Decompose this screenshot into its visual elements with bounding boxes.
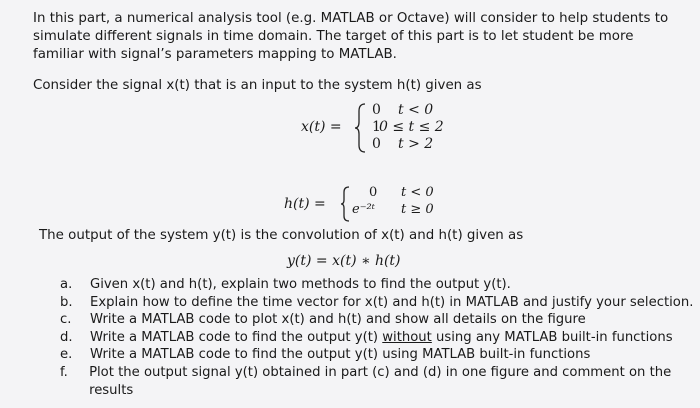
item-label: e.: [60, 347, 73, 363]
item-text: Write a MATLAB code to plot x(t) and h(t) and show all details on the figure: [90, 312, 586, 328]
h-case-cond: t < 0: [401, 185, 434, 200]
h-case-value: e⁻²ᵗ: [352, 202, 375, 217]
output-sentence: The output of the system y(t) is the convolution of x(t) and h(t) given as: [39, 228, 524, 243]
x-brace-icon: [354, 103, 366, 153]
consider-sentence: Consider the signal x(t) that is an input to the system h(t) given as: [33, 78, 482, 93]
h-brace-icon: [340, 186, 350, 222]
item-label: b.: [60, 294, 73, 310]
item-text: Write a MATLAB code to find the output y(t) without using any MATLAB built-in functions: [90, 329, 673, 345]
list-item: [60, 364, 700, 399]
x-case-value: 0: [372, 102, 381, 118]
y-equation: y(t) = x(t) ∗ h(t): [287, 253, 401, 269]
h-eq-lhs: h(t) =: [284, 196, 326, 212]
underlined-word: without: [382, 329, 432, 345]
list-item: [60, 329, 700, 347]
list-item: [60, 311, 700, 329]
x-case-value: 0: [372, 136, 381, 152]
item-text: Explain how to define the time vector for x(t) and h(t) in MATLAB and justify your selection.: [90, 294, 694, 310]
x-eq-lhs: x(t) =: [301, 119, 342, 135]
x-case-cond: t > 2: [398, 136, 434, 152]
list-item: [60, 346, 700, 364]
intro-paragraph: In this part, a numerical analysis tool (e.g. MATLAB or Octave) will consider to help students to simulate different signals in time domain. The target of this part is to let student be more familiar with signal’s parameters mapping to MATLAB.: [33, 11, 669, 63]
h-case-value: 0: [369, 185, 378, 200]
h-case-cond: t ≥ 0: [401, 202, 434, 217]
item-label: a.: [60, 277, 73, 292]
list-item: [60, 276, 700, 294]
x-case-cond: 0 ≤ t ≤ 2: [379, 119, 444, 135]
item-text: Write a MATLAB code to find the output y(t) using MATLAB built-in functions: [90, 347, 591, 363]
question-list: [60, 276, 700, 399]
item-text: Given x(t) and h(t), explain two methods to find the output y(t).: [90, 277, 511, 292]
list-item: [60, 294, 700, 312]
item-label: d.: [60, 329, 73, 345]
item-label: f.: [60, 364, 68, 380]
item-text: Plot the output signal y(t) obtained in part (c) and (d) in one figure and comment on the results: [89, 364, 672, 398]
x-case-cond: t < 0: [398, 102, 434, 118]
x-case-value: 1: [372, 119, 381, 135]
item-label: c.: [60, 312, 72, 328]
